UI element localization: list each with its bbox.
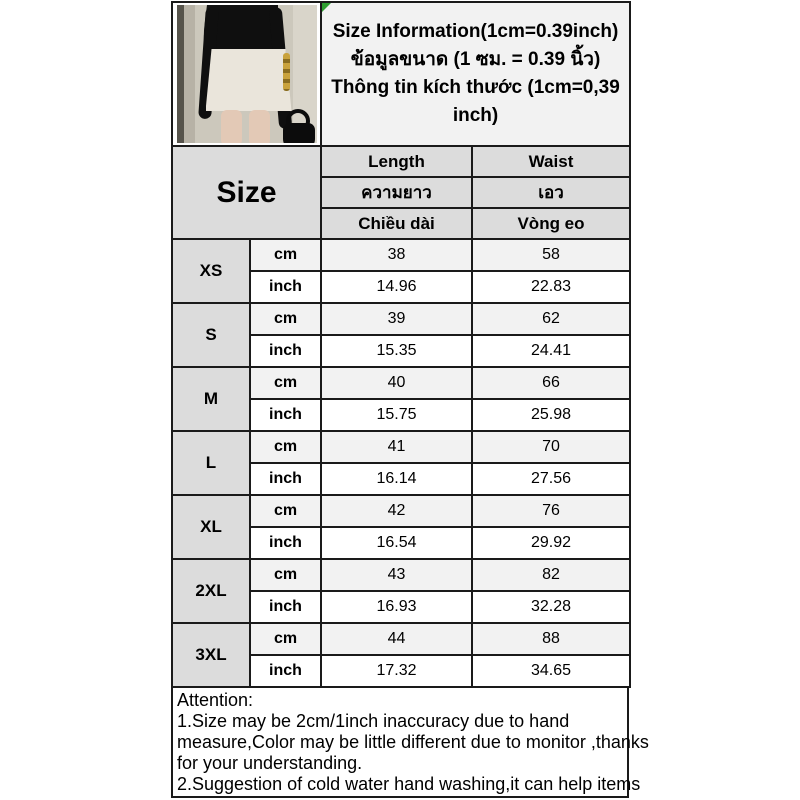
unit-inch: inch xyxy=(250,655,321,687)
waist-header-vi: Vòng eo xyxy=(472,208,630,239)
size-label-s: S xyxy=(172,303,250,367)
size-info-title-cell xyxy=(321,2,630,146)
unit-cm: cm xyxy=(250,623,321,655)
l-length-cm: 41 xyxy=(321,431,472,463)
3xl-waist-inch: 34.65 xyxy=(472,655,630,687)
waist-header-th: เอว xyxy=(472,177,630,208)
s-length-inch: 15.35 xyxy=(321,335,472,367)
photo-gold-buttons xyxy=(283,53,290,91)
length-header-vi: Chiều dài xyxy=(321,208,472,239)
xl-length-cm: 42 xyxy=(321,495,472,527)
photo-wall-strip-light xyxy=(184,5,195,143)
length-header-th: ความยาว xyxy=(321,177,472,208)
unit-inch: inch xyxy=(250,463,321,495)
xl-length-inch: 16.54 xyxy=(321,527,472,559)
size-label-m: M xyxy=(172,367,250,431)
waist-header-en: Waist xyxy=(472,146,630,177)
2xl-length-cm: 43 xyxy=(321,559,472,591)
attention-note xyxy=(171,688,649,798)
size-chart-table xyxy=(171,1,631,688)
photo-left-leg xyxy=(221,110,242,143)
2xl-waist-cm: 82 xyxy=(472,559,630,591)
attention-line-2: measure,Color may be little different due to monitor ,thanks xyxy=(177,732,649,752)
3xl-length-cm: 44 xyxy=(321,623,472,655)
unit-cm: cm xyxy=(250,495,321,527)
m-length-inch: 15.75 xyxy=(321,399,472,431)
size-chart-sheet xyxy=(171,1,649,798)
photo-white-skirt xyxy=(206,49,292,111)
unit-cm: cm xyxy=(250,367,321,399)
title-line-wrap: inch) xyxy=(452,105,499,126)
m-waist-inch: 25.98 xyxy=(472,399,630,431)
photo-right-leg xyxy=(249,110,270,143)
size-label-l: L xyxy=(172,431,250,495)
xs-waist-inch: 22.83 xyxy=(472,271,630,303)
attention-line-4: 2.Suggestion of cold water hand washing,it can help items xyxy=(177,774,641,794)
xs-length-inch: 14.96 xyxy=(321,271,472,303)
l-length-inch: 16.14 xyxy=(321,463,472,495)
2xl-length-inch: 16.93 xyxy=(321,591,472,623)
title-line-en: Size Information(1cm=0.39inch) xyxy=(332,21,619,42)
attention-line-1: 1.Size may be 2cm/1inch inaccuracy due to hand xyxy=(177,711,570,731)
unit-cm: cm xyxy=(250,303,321,335)
m-length-cm: 40 xyxy=(321,367,472,399)
s-length-cm: 39 xyxy=(321,303,472,335)
unit-inch: inch xyxy=(250,399,321,431)
size-label-xl: XL xyxy=(172,495,250,559)
2xl-waist-inch: 32.28 xyxy=(472,591,630,623)
photo-wall-strip xyxy=(177,5,184,143)
unit-cm: cm xyxy=(250,559,321,591)
size-header: Size xyxy=(172,146,321,239)
product-photo xyxy=(177,5,317,143)
xs-waist-cm: 58 xyxy=(472,239,630,271)
size-label-xs: XS xyxy=(172,239,250,303)
m-waist-cm: 66 xyxy=(472,367,630,399)
attention-heading: Attention: xyxy=(177,690,254,710)
unit-inch: inch xyxy=(250,271,321,303)
unit-cm: cm xyxy=(250,239,321,271)
xs-length-cm: 38 xyxy=(321,239,472,271)
xl-waist-cm: 76 xyxy=(472,495,630,527)
title-line-vi: Thông tin kích thước (1cm=0,39 xyxy=(331,77,620,98)
unit-inch: inch xyxy=(250,527,321,559)
l-waist-cm: 70 xyxy=(472,431,630,463)
photo-black-bag xyxy=(283,123,315,143)
photo-black-top xyxy=(210,5,278,55)
s-waist-cm: 62 xyxy=(472,303,630,335)
s-waist-inch: 24.41 xyxy=(472,335,630,367)
unit-inch: inch xyxy=(250,591,321,623)
attention-line-3: for your understanding. xyxy=(177,753,363,773)
product-photo-cell xyxy=(172,2,321,146)
unit-cm: cm xyxy=(250,431,321,463)
title-line-th: ข้อมูลขนาด (1 ซม. = 0.39 นิ้ว) xyxy=(350,49,601,70)
size-label-2xl: 2XL xyxy=(172,559,250,623)
xl-waist-inch: 29.92 xyxy=(472,527,630,559)
l-waist-inch: 27.56 xyxy=(472,463,630,495)
3xl-waist-cm: 88 xyxy=(472,623,630,655)
unit-inch: inch xyxy=(250,335,321,367)
green-corner-marker xyxy=(322,3,331,12)
3xl-length-inch: 17.32 xyxy=(321,655,472,687)
size-label-3xl: 3XL xyxy=(172,623,250,687)
length-header-en: Length xyxy=(321,146,472,177)
